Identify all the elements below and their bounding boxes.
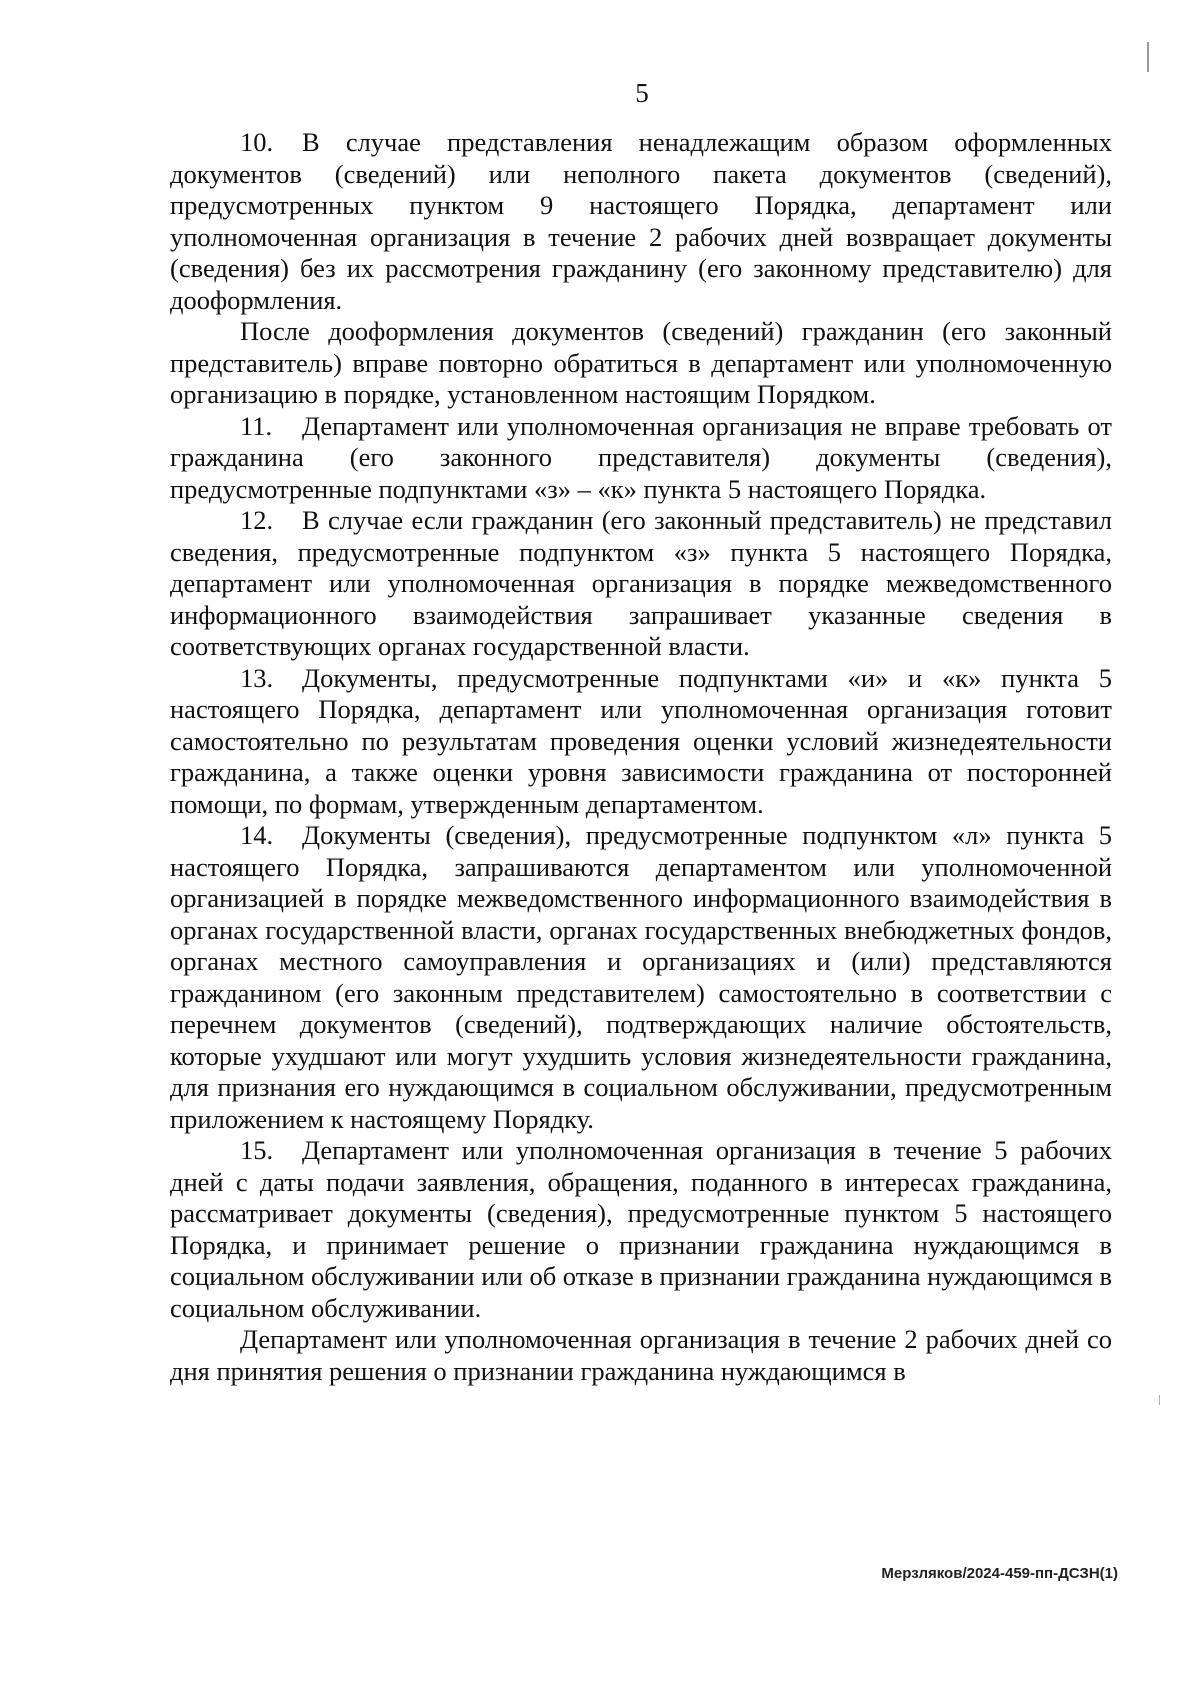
paragraph-15 (170, 1135, 1112, 1324)
paragraph-10 (170, 127, 1112, 316)
document-reference: Мерзляков/2024-459-пп-ДСЗН(1) (881, 1565, 1118, 1582)
paragraph-text: Департамент или уполномоченная организация в течение 5 рабочих дней с даты подачи заявления, обращения, поданного в интересах гражданина, рассматривает документы (сведения), предусмотренные пунктом 5 настоящего Порядка, и принимает решение о признании гражданина нуждающимся в социальном обслуживании или об отказе в признании гражданина нуждающимся в социальном обслуживании. (170, 1135, 1112, 1323)
paragraph-number: 11. (240, 410, 273, 441)
paragraph-13 (170, 663, 1112, 821)
paragraph-14 (170, 820, 1112, 1135)
document-body (170, 127, 1112, 1387)
paragraph-text: В случае если гражданин (его законный представитель) не представил сведения, предусмотренные подпунктом «з» пункта 5 настоящего Порядка, департамент или уполномоченная организация в порядке межведомственного информационного взаимодействия запрашивает указанные сведения в соответствующих органах государственной власти. (170, 505, 1112, 661)
paragraph-number: 15. (240, 1135, 274, 1165)
scan-edge-mark (1159, 1395, 1160, 1405)
paragraph-text: Департамент или уполномоченная организация в течение 2 рабочих дней со дня принятия решения о признании гражданина нуждающимся в (170, 1324, 1112, 1386)
paragraph-number: 10. (240, 127, 274, 157)
paragraph-10-continued (170, 316, 1112, 411)
scan-edge-mark (1147, 42, 1149, 72)
paragraph-number: 12. (240, 505, 274, 535)
paragraph-text: После дооформления документов (сведений) гражданин (его законный представитель) вправе повторно обратиться в департамент или уполномоченную организацию в порядке, установленном настоящим Порядком. (170, 316, 1112, 409)
page-number: 5 (635, 78, 649, 108)
paragraph-text: Документы, предусмотренные подпунктами «и» и «к» пункта 5 настоящего Порядка, департамент или уполномоченная организация готовит самостоятельно по результатам проведения оценки условий жизнедеятельности гражданина, а также оценки уровня зависимости гражданина от посторонней помощи, по формам, утвержденным департаментом. (170, 662, 1112, 819)
paragraph-number: 13. (240, 662, 274, 693)
paragraph-text: Департамент или уполномоченная организация не вправе требовать от гражданина (его законного представителя) документы (сведения), предусмотренные подпунктами «з» – «к» пункта 5 настоящего Порядка. (170, 410, 1112, 504)
paragraph-number: 14. (240, 820, 274, 850)
paragraph-text: Документы (сведения), предусмотренные подпунктом «л» пункта 5 настоящего Порядка, запрашиваются департаментом или уполномоченной организацией в порядке межведомственного информационного взаимодействия в органах государственной власти, органах государственных внебюджетных фондов, органах местного самоуправления и организациях и (или) представляются гражданином (его законным представителем) самостоятельно в соответствии с перечнем документов (сведений), подтверждающих наличие обстоятельств, которые ухудшают или могут ухудшить условия жизнедеятельности гражданина, для признания его нуждающимся в социальном обслуживании, предусмотренным приложением к настоящему Порядку. (170, 820, 1112, 1134)
paragraph-text: В случае представления ненадлежащим образом оформленных документов (сведений) или неполного пакета документов (сведений), предусмотренных пунктом 9 настоящего Порядка, департамент или уполномоченная организация в течение 2 рабочих дней возвращает документы (сведения) без их рассмотрения гражданину (его законному представителю) для дооформления. (170, 127, 1112, 315)
paragraph-12 (170, 505, 1112, 663)
paragraph-15-continued (170, 1324, 1112, 1387)
paragraph-11 (170, 411, 1112, 506)
